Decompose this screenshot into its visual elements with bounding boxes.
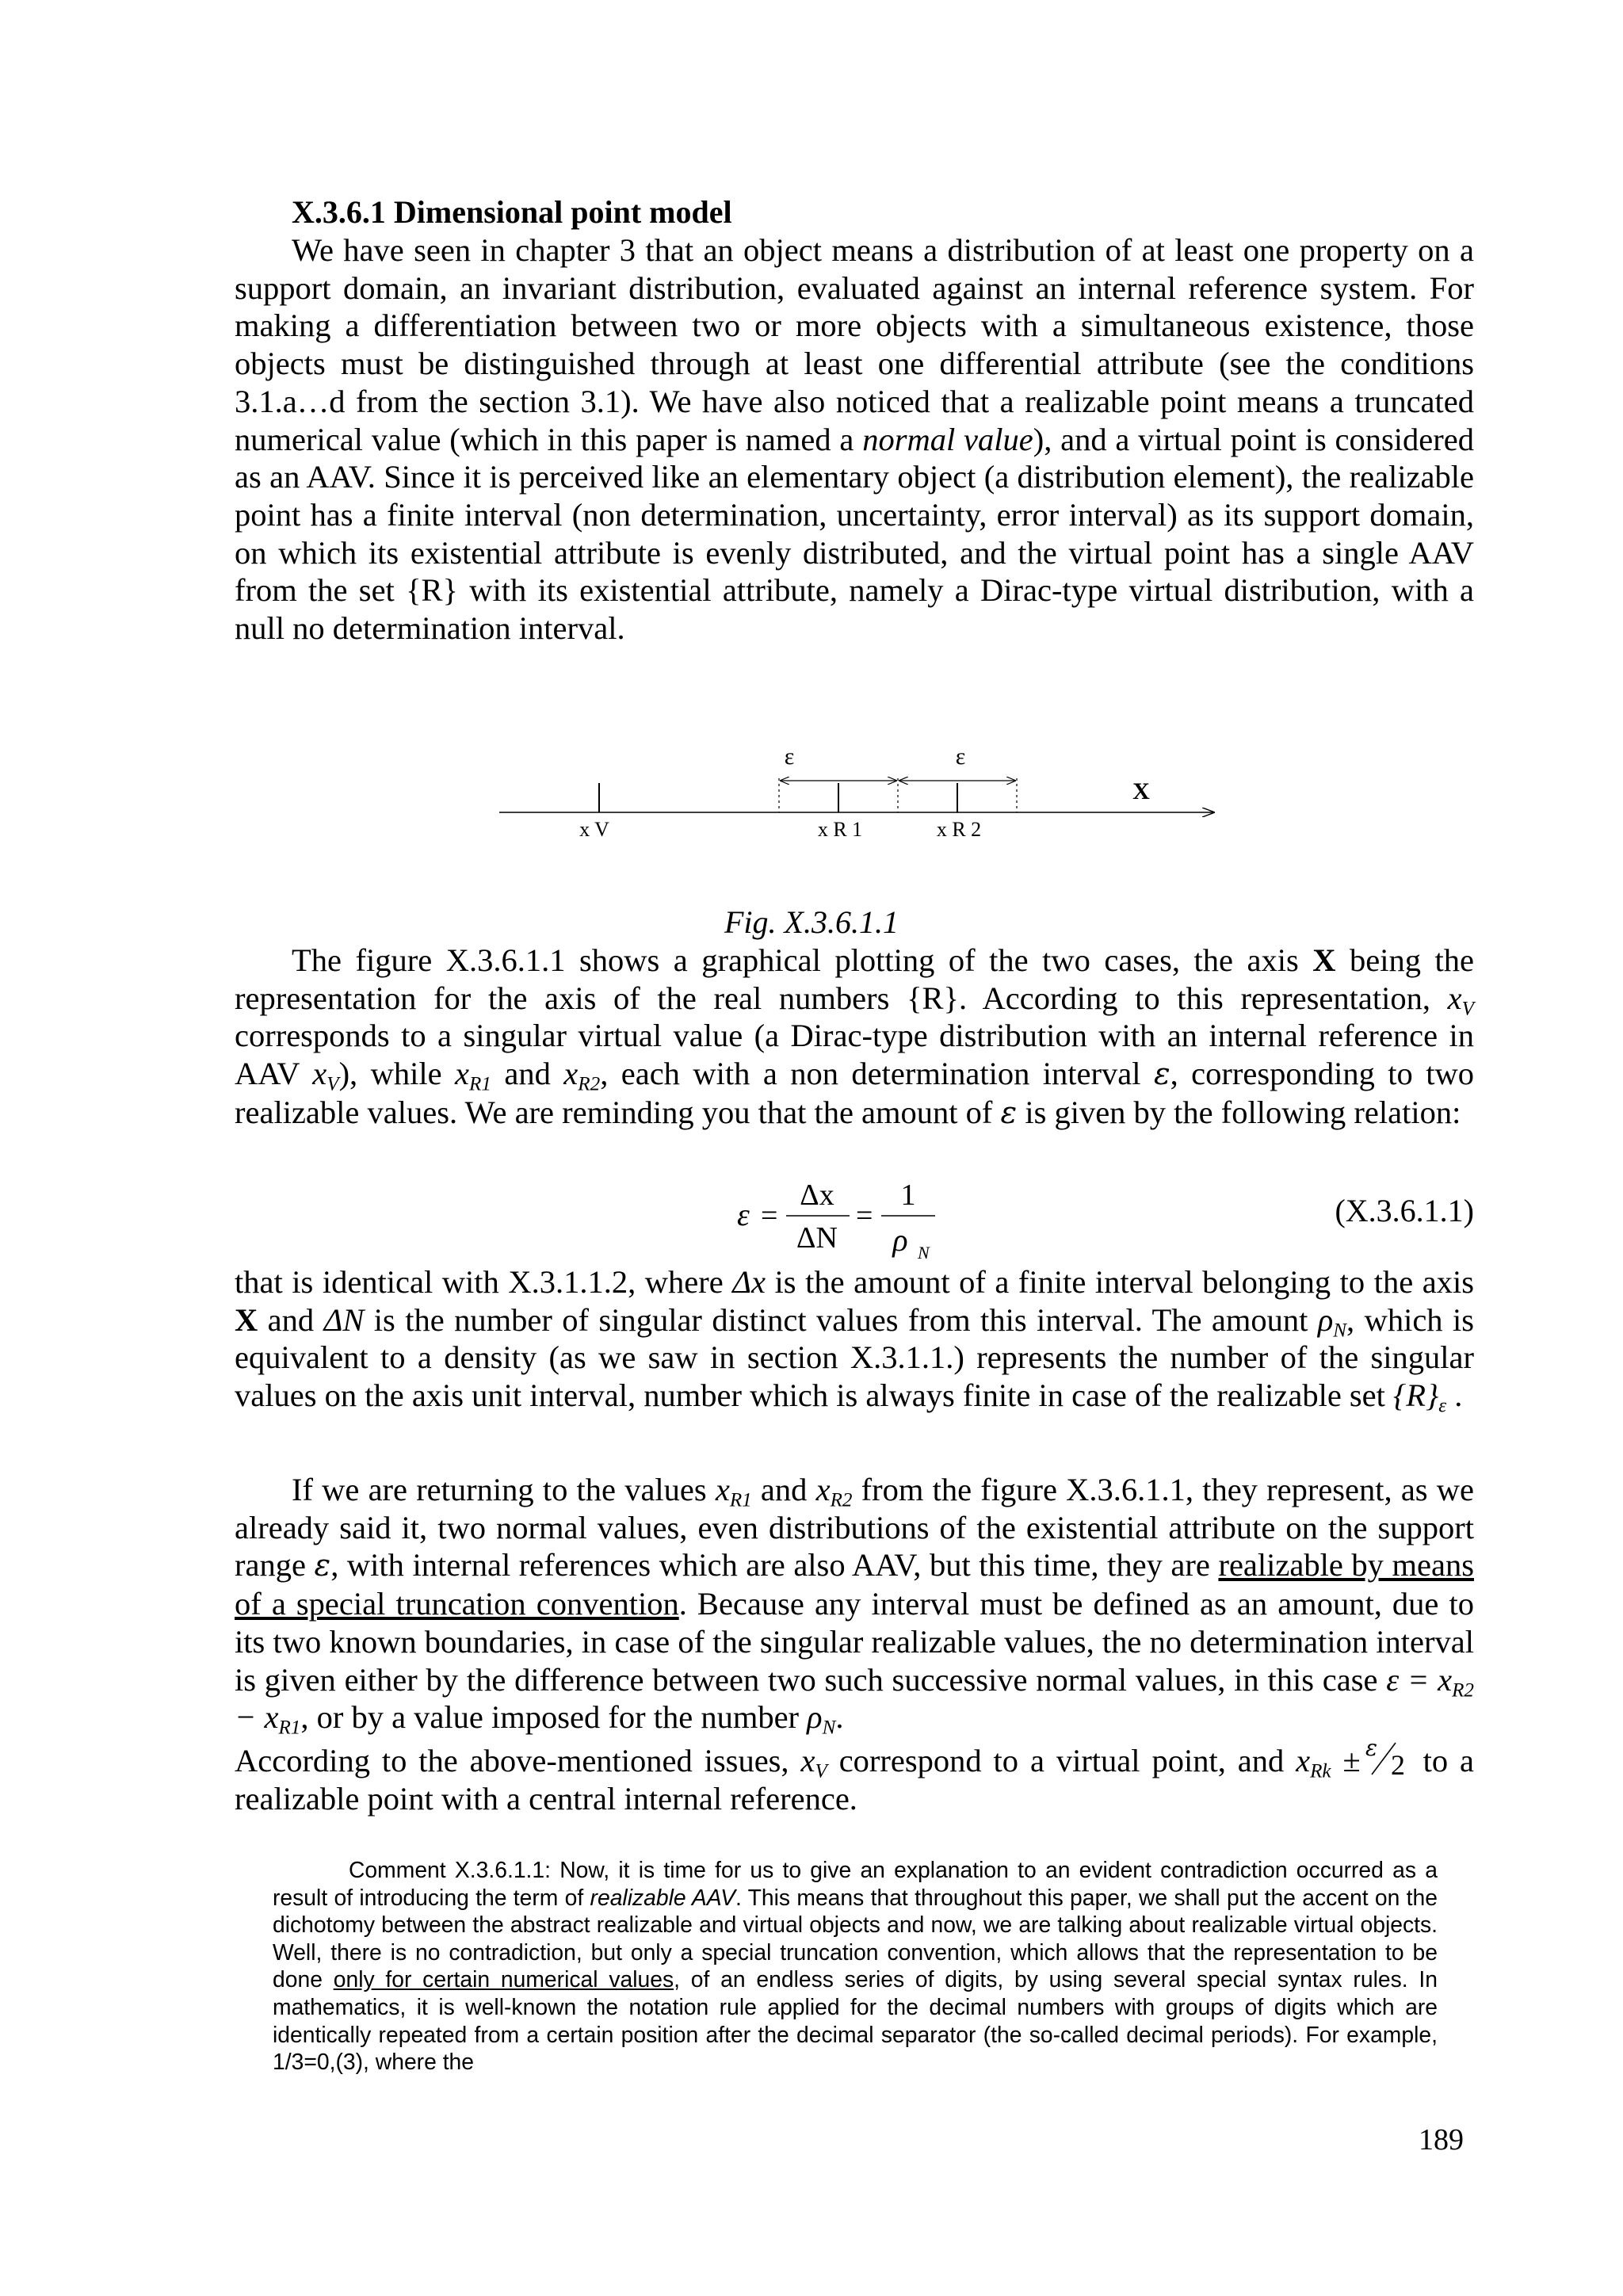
epsilon-label-right: ε <box>955 743 966 770</box>
eq-lhs: ε <box>737 1197 750 1232</box>
page-number: 189 <box>1419 2123 1464 2157</box>
label-xr2: x R 2 <box>936 818 982 840</box>
epsilon-label-left: ε <box>784 743 795 770</box>
label-xr1: x R 1 <box>817 818 863 840</box>
paragraph-normal-values: If we are returning to the values $x_{R1}$ and $x_{R2}$ from the figure X.3.6.1.1, they represent, as we already said it, two normal values, even distributions of the existential attribute on the support range ε, with internal references which are also AAV, but this time, they are realizable by means of a special truncation convention. Because any interval must be defined as an amount, due to its two known boundaries, in case of the singular realizable values, the no determination interval is given either by the difference between two such successive normal values, in this case $\varepsilon = x_{R2} - x_{R1}$, or by a value imposed for the number $\rho_N$. <box>235 1472 1474 1739</box>
half-eps-num: ε <box>1365 1738 1377 1761</box>
figure-axis-diagram <box>491 729 1220 840</box>
underlined-phrase: realizable by means of a special truncation convention <box>235 1547 1474 1622</box>
paragraph-figure-explanation: The figure X.3.6.1.1 shows a graphical plotting of the two cases, the axis X being the representation for the axis of the real numbers {R}. According to this representation, $x_V$ corresponds to a singular virtual value (a Dirac-type distribution with an internal reference in AAV $x_V$), while $x_{R1}$ and $x_{R2}$, each with a non determination interval ε, corresponding to two realizable values. We are reminding you that the amount of ε is given by the following relation: <box>235 942 1474 1131</box>
eq-den-rho-sub: N <box>918 1243 930 1260</box>
term-normal-value: normal value <box>862 421 1033 457</box>
comment-block: Comment X.3.6.1.1: Now, it is time for us to give an explanation to an evident contradiction occurred as a result of introducing the term of realizable AAV. This means that throughout this paper, we shall put the accent on the dichotomy between the abstract realizable and virtual objects and now, we are talking about realizable virtual objects. Well, there is no contradiction, but only a special truncation convention, which allows that the representation to be done only for certain numerical values, of an endless series of digits, by using several special syntax rules. In mathematics, it is well-known the notation rule applied for the decimal numbers with groups of digits which are identically repeated from a certain position after the decimal separator (the so-called decimal periods). For example, 1/3=0,(3), where the <box>273 1857 1438 2075</box>
eq-num-1: 1 <box>900 1179 916 1212</box>
eq-equals-2: = <box>856 1199 873 1232</box>
paragraph-intro: We have seen in chapter 3 that an object means a distribution of at least one property on a support domain, an invariant distribution, evaluated against an internal reference system. For making a differentiation between two or more objects with a simultaneous existence, those objects must be distinguished through at least one differential attribute (see the conditions 3.1.a…d from the section 3.1). We have also noticed that a realizable point means a truncated numerical value (which in this paper is named a normal value), and a virtual point is considered as an AAV. Since it is perceived like an elementary object (a distribution element), the realizable point has a finite interval (non determination, uncertainty, error interval) as its support domain, on which its existential attribute is evenly distributed, and the virtual point has a single AAV from the set {R} with its existential attribute, namely a Dirac-type virtual distribution, with a null no determination interval. <box>235 232 1474 647</box>
equation-epsilon <box>235 1173 1474 1260</box>
equation-number: (X.3.6.1.1) <box>1335 1193 1474 1228</box>
eq-den-dn: ΔN <box>796 1221 838 1255</box>
eq-equals-1: = <box>761 1199 778 1232</box>
eq-den-rho: ρ <box>892 1222 908 1258</box>
figure-caption: Fig. X.3.6.1.1 <box>724 904 899 940</box>
half-epsilon-svg <box>1361 1738 1411 1776</box>
half-eps-den: 2 <box>1390 1749 1405 1776</box>
paragraph-conclusion: According to the above-mentioned issues, $x_V$ correspond to a virtual point, and $x_{Rk}$ ± ε 2 to a realizable point with a central internal reference. <box>235 1742 1474 1817</box>
axis-label-x: X <box>1132 778 1150 804</box>
eq-num-dx: Δx <box>800 1179 834 1212</box>
equation-epsilon-formula <box>734 1173 1130 1260</box>
section-heading: X.3.6.1 Dimensional point model <box>292 194 732 230</box>
half-epsilon <box>1361 1738 1411 1776</box>
paragraph-definition: that is identical with X.3.1.1.2, where Δx is the amount of a finite interval belonging to the axis X and ΔN is the number of singular distinct values from this interval. The amount $\rho_N$, which is equivalent to a density (as we saw in section X.3.1.1.) represents the number of the singular values on the axis unit interval, number which is always finite in case of the realizable set $\{R\}_\varepsilon$ . <box>235 1264 1474 1417</box>
label-xv: x V <box>579 818 609 840</box>
